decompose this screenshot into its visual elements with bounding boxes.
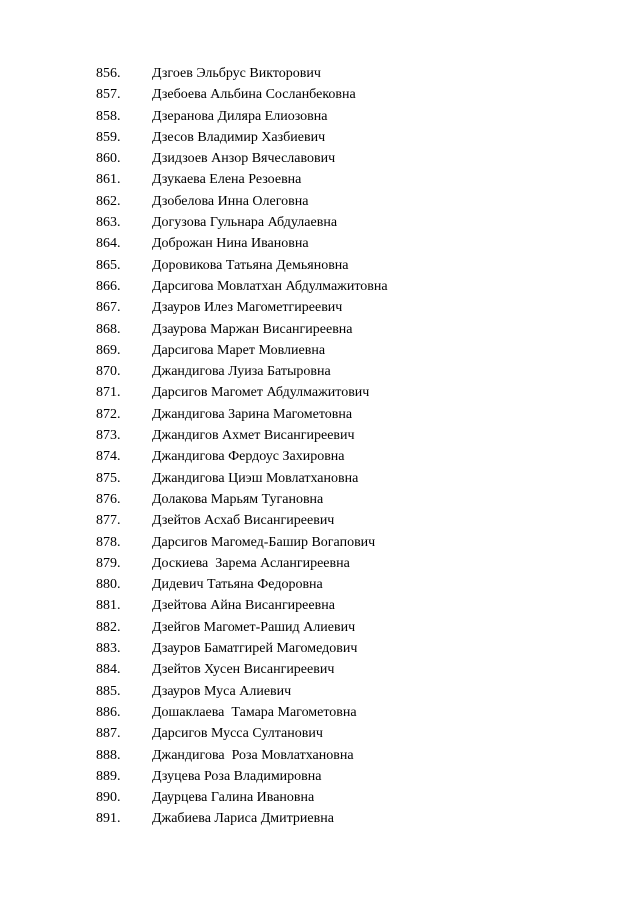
list-item (96, 468, 388, 489)
entry-number: 872. (96, 406, 121, 422)
entry-number: 875. (96, 470, 121, 486)
list-item (96, 681, 388, 702)
entry-number: 858. (96, 108, 121, 124)
entry-name: Долакова Марьям Тугановна (152, 491, 324, 507)
entry-number: 881. (96, 598, 121, 614)
entry-number: 870. (96, 364, 121, 380)
entry-number: 863. (96, 215, 121, 231)
entry-name: Джандигова Циэш Мовлатхановна (152, 470, 359, 486)
list-item (96, 106, 388, 127)
entry-number: 887. (96, 726, 121, 742)
entry-number: 882. (96, 619, 121, 635)
entry-number: 856. (96, 66, 121, 81)
entry-name: Дзгоев Эльбрус Викторович (152, 66, 321, 81)
list-item (96, 361, 388, 382)
list-item (96, 127, 388, 148)
list-item (96, 212, 388, 233)
entry-number: 874. (96, 449, 121, 465)
entry-name: Дарсигов Магомед-Башир Вогапович (152, 534, 376, 550)
entry-number: 862. (96, 193, 121, 209)
list-item (96, 84, 388, 105)
entry-number: 871. (96, 385, 121, 401)
list-item (96, 255, 388, 276)
list-item (96, 425, 388, 446)
list-item (96, 595, 388, 616)
entry-name: Доровикова Татьяна Демьяновна (152, 257, 349, 273)
entry-name: Дзуцева Роза Владимировна (152, 768, 322, 784)
entry-number: 886. (96, 704, 121, 720)
list-item (96, 638, 388, 659)
entry-name: Доброжан Нина Ивановна (152, 236, 309, 252)
entry-number: 883. (96, 641, 121, 657)
entry-number: 888. (96, 747, 121, 763)
entry-name: Дзауров Баматгирей Магомедович (152, 641, 358, 657)
list-item (96, 276, 388, 297)
entry-name: Дзебоева Альбина Сосланбековна (152, 87, 356, 103)
entry-number: 865. (96, 257, 121, 273)
entry-number: 878. (96, 534, 121, 550)
list-item (96, 702, 388, 723)
list-item (96, 319, 388, 340)
entry-number: 867. (96, 300, 121, 316)
entry-name: Джабиева Лариса Дмитриевна (152, 811, 334, 827)
entry-number: 877. (96, 513, 121, 529)
entry-name: Джандигов Ахмет Висангиреевич (152, 428, 355, 444)
list-item (96, 191, 388, 212)
entry-number: 864. (96, 236, 121, 252)
entry-name: Дзобелова Инна Олеговна (152, 193, 309, 209)
list-item (96, 617, 388, 638)
list-item (96, 297, 388, 318)
list-item (96, 745, 388, 766)
list-item (96, 510, 388, 531)
entry-number: 884. (96, 662, 121, 678)
entry-number: 873. (96, 428, 121, 444)
entry-name: Дзидзоев Анзор Вячеславович (152, 151, 336, 167)
entry-name: Джандигова Луиза Батыровна (152, 364, 331, 380)
list-item (96, 382, 388, 403)
entry-name: Дошаклаева Тамара Магометовна (152, 704, 357, 720)
list-item (96, 574, 388, 595)
list-item (96, 532, 388, 553)
list-item (96, 340, 388, 361)
entry-name: Джандигова Зарина Магометовна (152, 406, 353, 422)
entry-name: Дзейгов Магомет-Рашид Алиевич (152, 619, 356, 635)
name-list (96, 63, 388, 830)
list-item (96, 766, 388, 787)
entry-number: 891. (96, 811, 121, 827)
entry-number: 857. (96, 87, 121, 103)
entry-number: 876. (96, 491, 121, 507)
entry-name: Дарсигова Мовлатхан Абдулмажитовна (152, 278, 388, 294)
entry-name: Дзейтова Айна Висангиреевна (152, 598, 335, 614)
entry-name: Дзейтов Асхаб Висангиреевич (152, 513, 335, 529)
entry-name: Дзауров Муса Алиевич (152, 683, 292, 699)
entry-name: Джандигова Роза Мовлатхановна (152, 747, 354, 763)
list-item (96, 63, 388, 84)
entry-number: 879. (96, 555, 121, 571)
list-item (96, 148, 388, 169)
entry-number: 868. (96, 321, 121, 337)
entry-name: Даурцева Галина Ивановна (152, 790, 315, 806)
entry-name: Доскиева Зарема Аслангиреевна (152, 555, 350, 571)
list-item (96, 489, 388, 510)
list-item (96, 404, 388, 425)
list-item (96, 808, 388, 829)
entry-name: Дзаурова Маржан Висангиреевна (152, 321, 353, 337)
entry-name: Дарсигова Марет Мовлиевна (152, 342, 326, 358)
entry-name: Дзауров Илез Магометгиреевич (152, 300, 343, 316)
entry-number: 866. (96, 278, 121, 294)
list-item (96, 169, 388, 190)
list-item (96, 553, 388, 574)
entry-name: Дзукаева Елена Резоевна (152, 172, 302, 188)
entry-name: Дидевич Татьяна Федоровна (152, 577, 323, 593)
list-item (96, 787, 388, 808)
entry-number: 885. (96, 683, 121, 699)
entry-name: Дзеранова Диляра Елиозовна (152, 108, 328, 124)
entry-number: 869. (96, 342, 121, 358)
entry-name: Догузова Гульнара Абдулаевна (152, 215, 338, 231)
entry-name: Дарсигов Магомет Абдулмажитович (152, 385, 370, 401)
entry-number: 860. (96, 151, 121, 167)
entry-name: Дзейтов Хусен Висангиреевич (152, 662, 335, 678)
entry-number: 859. (96, 129, 121, 145)
list-item (96, 233, 388, 254)
list-item (96, 446, 388, 467)
entry-number: 880. (96, 577, 121, 593)
entry-name: Джандигова Фердоус Захировна (152, 449, 345, 465)
entry-number: 890. (96, 790, 121, 806)
entry-name: Дзесов Владимир Хазбиевич (152, 129, 326, 145)
entry-number: 889. (96, 768, 121, 784)
list-item (96, 659, 388, 680)
entry-name: Дарсигов Мусса Султанович (152, 726, 323, 742)
entry-number: 861. (96, 172, 121, 188)
list-item (96, 723, 388, 744)
